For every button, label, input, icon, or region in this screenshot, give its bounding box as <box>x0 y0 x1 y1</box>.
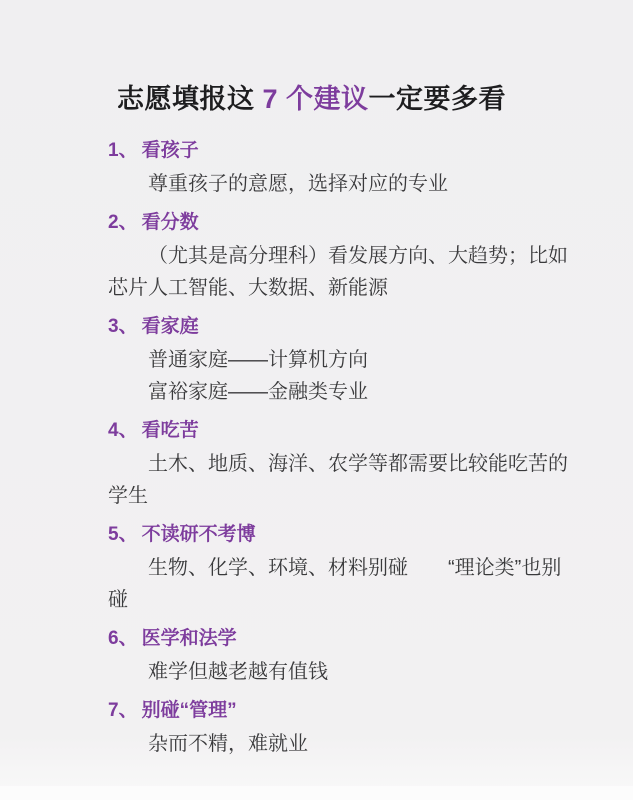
advice-line: 尊重孩子的意愿，选择对应的专业 <box>148 173 448 195</box>
advice-line: 碰 <box>108 589 128 611</box>
advice-line: 富裕家庭——金融类专业 <box>148 381 368 403</box>
advice-line: （尤其是高分理科）看发展方向、大趋势；比如 <box>148 245 568 267</box>
advice-title: 别碰“管理” <box>141 700 237 721</box>
title-text-post: 一定要多看 <box>368 84 507 114</box>
advice-heading <box>108 210 593 236</box>
title-highlight: 7 个建议 <box>262 84 369 114</box>
advice-number: 1、 <box>108 140 138 161</box>
advice-line: 芯片人工智能、大数据、新能源 <box>108 277 388 299</box>
advice-heading <box>108 418 593 444</box>
advice-line: 难学但越老越有值钱 <box>148 661 328 683</box>
advice-item-2 <box>108 210 593 304</box>
advice-number: 6、 <box>108 628 138 649</box>
advice-heading <box>108 522 593 548</box>
advice-item-3 <box>108 314 593 408</box>
advice-title: 看分数 <box>141 212 199 233</box>
advice-number: 4、 <box>108 420 138 441</box>
page-title <box>117 84 593 114</box>
advice-item-1 <box>108 138 593 200</box>
bottom-light-band <box>0 786 633 800</box>
advice-number: 2、 <box>108 212 138 233</box>
advice-heading <box>108 698 593 724</box>
advice-heading <box>108 626 593 652</box>
advice-line: 土木、地质、海洋、农学等都需要比较能吃苦的 <box>148 453 568 475</box>
advice-item-4 <box>108 418 593 512</box>
advice-number: 7、 <box>108 700 138 721</box>
advice-line: 学生 <box>108 485 148 507</box>
advice-heading <box>108 314 593 340</box>
advice-item-6 <box>108 626 593 688</box>
advice-number: 5、 <box>108 524 138 545</box>
advice-line: 生物、化学、环境、材料别碰 “理论类”也别 <box>148 557 562 579</box>
advice-item-7 <box>108 698 593 760</box>
advice-line: 普通家庭——计算机方向 <box>148 349 368 371</box>
advice-line: 杂而不精，难就业 <box>148 733 308 755</box>
advice-title: 不读研不考博 <box>141 524 256 545</box>
advice-title: 看吃苦 <box>141 420 199 441</box>
advice-number: 3、 <box>108 316 138 337</box>
advice-heading <box>108 138 593 164</box>
advice-title: 医学和法学 <box>141 628 237 649</box>
advice-title: 看家庭 <box>141 316 199 337</box>
advice-item-5 <box>108 522 593 616</box>
title-text-pre: 志愿填报这 <box>117 84 263 114</box>
advice-title: 看孩子 <box>141 140 199 161</box>
